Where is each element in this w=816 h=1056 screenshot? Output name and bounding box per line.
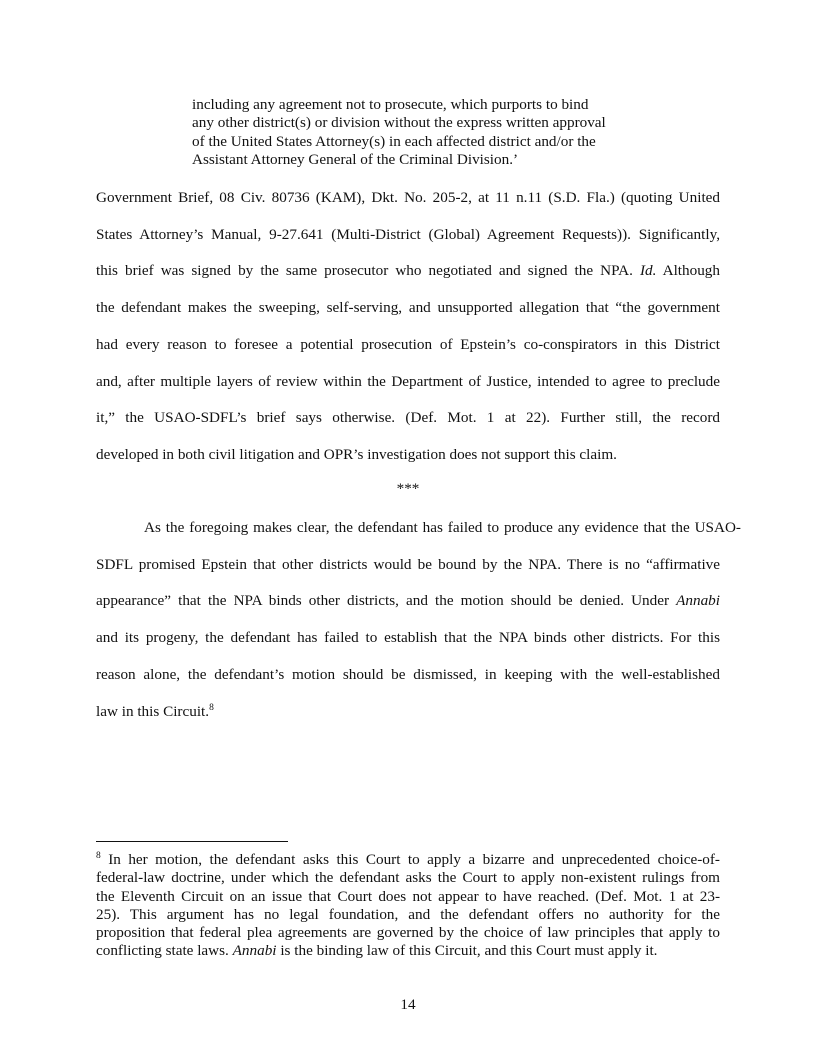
text-run: appearance” that the NPA binds other districts, and the motion should be denied. Under: [96, 592, 677, 610]
block-quote-line: Assistant Attorney General of the Criminal Division.’: [192, 150, 519, 168]
paragraph-line: [96, 253, 720, 290]
paragraph-line: SDFL promised Epstein that other districts would be bound by the NPA. There is no “affirmative: [96, 555, 720, 573]
paragraph-line: [96, 694, 720, 731]
id-citation: Id.: [639, 262, 657, 280]
block-quote-line: including any agreement not to prosecute, which purports to bind: [192, 96, 589, 113]
page-number: 14: [400, 996, 416, 1013]
footnote-divider: [96, 841, 288, 842]
paragraph-conclusion: [96, 510, 741, 730]
paragraph-citation: [96, 180, 720, 474]
paragraph-line: and its progeny, the defendant has failed to establish that the NPA binds other districts. For this: [96, 629, 720, 647]
text-run: In her motion, the defendant asks this Court to apply a bizarre and unprecedented choice-of-: [100, 851, 720, 868]
footnote-line: [96, 942, 720, 960]
case-name: Annabi: [676, 592, 720, 610]
text-run: Although: [656, 262, 720, 280]
paragraph-line: had every reason to foresee a potential prosecution of Epstein’s co-conspirators in this District: [96, 335, 720, 353]
block-quote: [192, 96, 625, 169]
paragraph-line: Government Brief, 08 Civ. 80736 (KAM), Dkt. No. 205-2, at 11 n.11 (S.D. Fla.) (quoting United: [96, 189, 720, 206]
paragraph-line: the defendant makes the sweeping, self-serving, and unsupported allegation that “the government: [96, 299, 720, 317]
text-run: conflicting state laws.: [96, 942, 233, 960]
text-run: this brief was signed by the same prosecutor who negotiated and signed the NPA.: [96, 262, 640, 280]
section-separator: ***: [396, 480, 420, 497]
footnote-reference[interactable]: 8: [209, 702, 214, 713]
paragraph-line: and, after multiple layers of review within the Department of Justice, intended to agree to preclude: [96, 372, 720, 390]
paragraph-line: it,” the USAO-SDFL’s brief says otherwise. (Def. Mot. 1 at 22). Further still, the record: [96, 409, 720, 427]
footnote-line: 25). This argument has no legal foundation, and the defendant offers no authority for the: [96, 905, 720, 923]
footnote-marker: 8: [96, 851, 101, 861]
paragraph-line: As the foregoing makes clear, the defendant has failed to produce any evidence that the USAO-: [144, 519, 741, 536]
paragraph-line: reason alone, the defendant’s motion should be dismissed, in keeping with the well-established: [96, 665, 720, 683]
block-quote-line: of the United States Attorney(s) in each affected district and/or the: [192, 132, 596, 150]
case-name: Annabi: [232, 942, 277, 960]
paragraph-line: [96, 583, 720, 620]
footnote-line: the Eleventh Circuit on an issue that Court does not appear to have reached. (Def. Mot. 1 at 23-: [96, 887, 720, 905]
paragraph-line: States Attorney’s Manual, 9-27.641 (Multi-District (Global) Agreement Requests)). Significantly,: [96, 225, 720, 243]
footnote-line: [96, 851, 720, 869]
text-run: is the binding law of this Circuit, and this Court must apply it.: [276, 942, 658, 960]
block-quote-line: any other district(s) or division without the express written approval: [192, 114, 606, 132]
footnote: [96, 851, 720, 961]
footnote-line: proposition that federal plea agreements are governed by the choice of law principles that apply to: [96, 924, 720, 942]
footnote-line: federal-law doctrine, under which the defendant asks the Court to apply non-existent rulings from: [96, 869, 720, 887]
paragraph-line: developed in both civil litigation and OPR’s investigation does not support this claim.: [96, 445, 617, 463]
text-run: law in this Circuit.: [96, 702, 210, 720]
